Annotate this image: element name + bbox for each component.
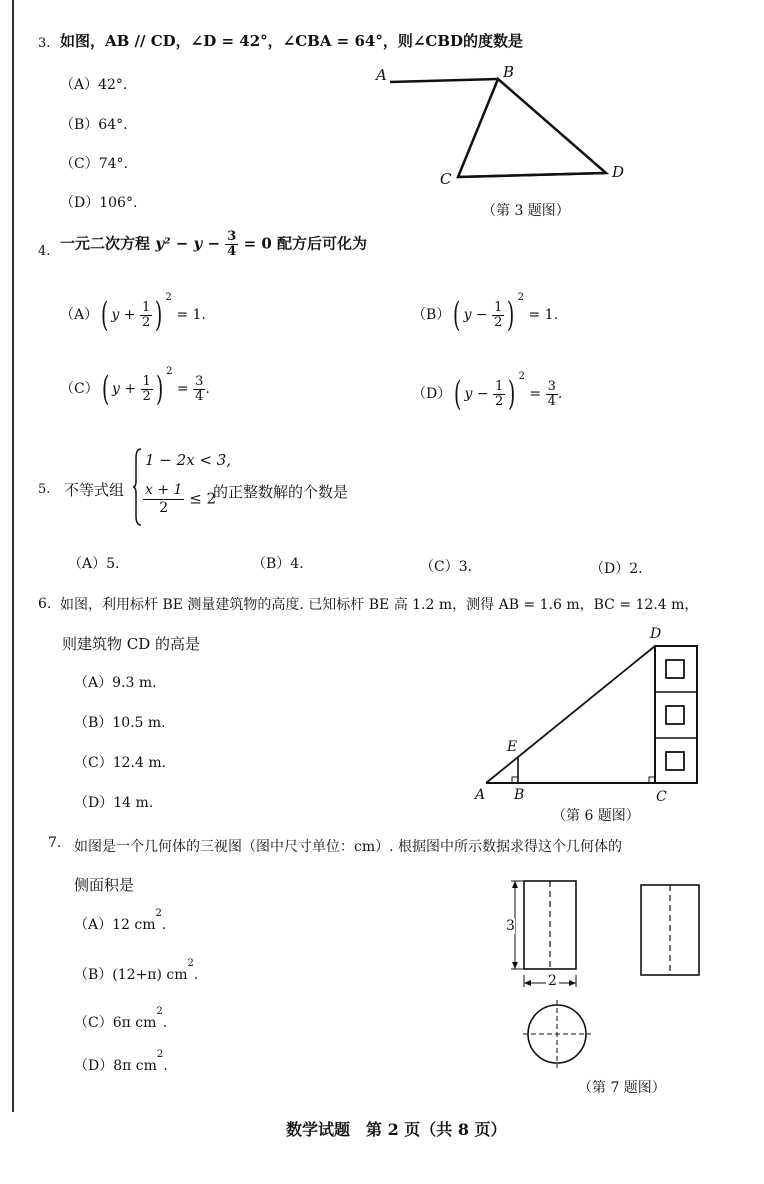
q6-stem-line1: 如图，利用标杆 BE 测量建筑物的高度. 已知标杆 BE 高 1.2 m，测得 AB = 1.6 m，BC = 12.4 m， bbox=[60, 597, 699, 613]
q6-number: 6. bbox=[38, 596, 52, 612]
q3-label-a: A bbox=[376, 66, 387, 84]
q6-caption: （第 6 题图） bbox=[552, 808, 640, 824]
q5-stem-prefix: 不等式组 bbox=[64, 481, 125, 499]
q7-option-b[interactable]: （B）(12+π) $cm^2$. bbox=[74, 958, 199, 983]
q3-label-d: D bbox=[612, 163, 625, 181]
q4-option-a[interactable]: （A）( y + $\frac{1}{2}$ ) $^2$ = 1. bbox=[60, 292, 206, 335]
q7-option-a[interactable]: （A）12 $cm^2$. bbox=[74, 908, 167, 933]
q3-line-cd bbox=[458, 173, 606, 177]
q6-window bbox=[666, 752, 684, 770]
q6-label-b: B bbox=[514, 787, 525, 803]
q4-number: 4. bbox=[38, 244, 51, 259]
q3-line-ab bbox=[390, 79, 498, 82]
q4-stem: 一元二次方程 y² − y − $\frac{3}{4}$ = 0 配方后可化为 bbox=[60, 229, 368, 259]
q6-sightline bbox=[486, 646, 655, 783]
q6-figure bbox=[480, 640, 710, 790]
q5-number: 5. bbox=[38, 482, 51, 497]
q7-stem-line2: 侧面积是 bbox=[74, 876, 135, 894]
q4-option-c[interactable]: （C）( y + $\frac{1}{2}$ ) $^2$ = $\frac{3}{4}$ . bbox=[60, 366, 210, 409]
q5-option-a[interactable]: （A）5. bbox=[68, 556, 120, 572]
q3-option-b[interactable]: （B）64°. bbox=[60, 117, 128, 133]
q6-label-e: E bbox=[507, 739, 518, 755]
q6-stem-line2: 则建筑物 CD 的高是 bbox=[62, 635, 201, 653]
q3-caption: （第 3 题图） bbox=[482, 203, 570, 219]
q7-caption: （第 7 题图） bbox=[578, 1080, 666, 1096]
q6-window bbox=[666, 706, 684, 724]
q6-option-a[interactable]: （A）9.3 m. bbox=[74, 675, 157, 691]
q5-line1: 1 − 2x < 3, bbox=[145, 451, 232, 469]
q5-brace bbox=[133, 448, 143, 526]
q3-triangle bbox=[458, 79, 606, 177]
q6-label-c: C bbox=[656, 789, 667, 805]
q7-number: 7. bbox=[48, 835, 62, 851]
q3-stem: 如图，AB // CD，∠D = 42°，∠CBA = 64°，则∠CBD的度数是 bbox=[60, 32, 524, 50]
q3-number: 3. bbox=[38, 36, 51, 51]
q5-stem-suffix: 的正整数解的个数是 bbox=[213, 483, 349, 501]
q3-option-a[interactable]: （A）42°. bbox=[60, 77, 128, 93]
q7-stem-line1: 如图是一个几何体的三视图（图中尺寸单位：cm）. 根据图中所示数据求得这个几何体的 bbox=[74, 839, 623, 855]
q3-option-c[interactable]: （C）74°. bbox=[60, 156, 128, 172]
q5-option-d[interactable]: （D）2. bbox=[590, 561, 643, 577]
q5-option-b[interactable]: （B）4. bbox=[252, 556, 304, 572]
q6-option-d[interactable]: （D）14 m. bbox=[74, 795, 154, 811]
q5-option-c[interactable]: （C）3. bbox=[420, 559, 473, 575]
q7-option-c[interactable]: （C）6π $cm^2$. bbox=[74, 1006, 168, 1031]
margin-line bbox=[12, 0, 14, 1112]
q6-option-b[interactable]: （B）10.5 m. bbox=[74, 715, 166, 731]
page-footer: 数学试题 第 2 页（共 8 页） bbox=[286, 1120, 507, 1139]
q6-window bbox=[666, 660, 684, 678]
q3-label-c: C bbox=[440, 170, 452, 188]
q3-option-d[interactable]: （D）106°. bbox=[60, 195, 138, 211]
q4-option-b[interactable]: （B）( y − $\frac{1}{2}$ ) $^2$ = 1. bbox=[412, 292, 559, 335]
q6-building bbox=[655, 646, 697, 783]
q4-option-d[interactable]: （D）( y − $\frac{1}{2}$ ) $^2$ = $\frac{3}{4}$ . bbox=[412, 371, 563, 414]
q7-height-label: 3 bbox=[506, 918, 515, 934]
q7-figure bbox=[500, 874, 720, 1074]
q6-label-d: D bbox=[650, 626, 662, 642]
q7-width-label: 2 bbox=[548, 973, 557, 989]
q3-label-b: B bbox=[503, 63, 515, 81]
q6-option-c[interactable]: （C）12.4 m. bbox=[74, 755, 167, 771]
q7-option-d[interactable]: （D）8π $cm^2$. bbox=[74, 1049, 168, 1074]
q6-label-a: A bbox=[475, 787, 486, 803]
q5-line2: $\frac{x + 1}{2}$ ≤ 2 bbox=[145, 482, 217, 516]
